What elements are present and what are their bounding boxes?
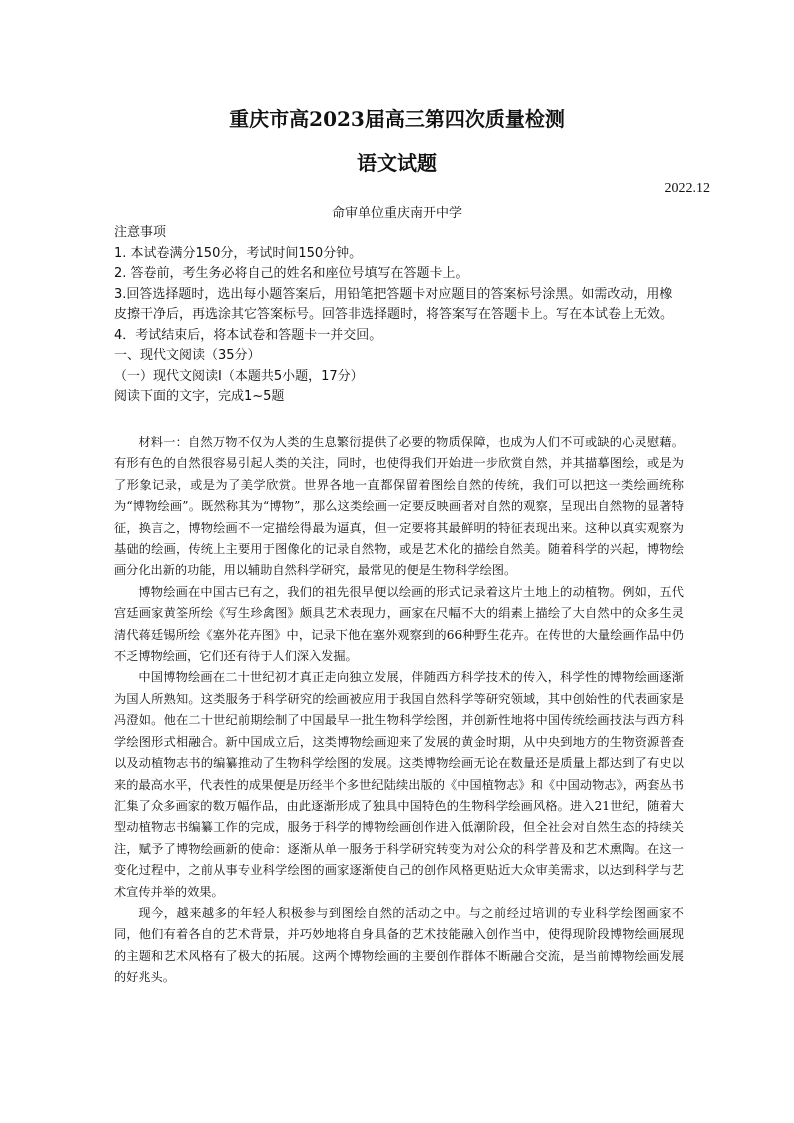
subsection-heading: （一）现代文阅读Ⅰ（本题共5小题，17分） [114,368,364,384]
instructions-block [114,223,684,408]
reading-instruction: 阅读下面的文字，完成1~5题 [114,389,285,404]
exam-title: 重庆市高2023届高三第四次质量检测 [229,107,565,131]
passage-paragraph: 中国博物绘画在二十世纪初才真正走向独立发展，伴随西方科学技术的传入，科学性的博物绘画逐渐为国人所熟知。这类服务于科学研究的绘画被应用于我国自然科学等研究领域，其中创始性的代表画家是冯澄如。他在二十世纪前期绘制了中国最早一批生物科学绘图，并创新性地将中国传统绘画技法与西方科学绘图形式相融合。新中国成立后，这类博物绘画迎来了发展的黄金时期，从中央到地方的生物资源普查以及动植物志书的编纂推动了生物科学绘图的发展。这类博物绘画无论在数量还是质量上都达到了有史以来的最高水平，代表性的成果便是历经半个多世纪陆续出版的《中国植物志》和《中国动物志》，两套丛书汇集了众多画家的数万幅作品，由此逐渐形成了独具中国特色的生物科学绘画风格。进入21世纪，随着大型动植物志书编纂工作的完成，服务于科学的博物绘画创作进入低潮阶段，但全社会对自然生态的持续关注，赋予了博物绘画新的使命：逐渐从单一服务于科学研究转变为对公众的科学普及和艺术熏陶。在这一变化过程中，之前从事专业科学绘图的画家逐渐使自己的创作风格更贴近大众审美需求，以达到科学与艺术宣传并举的效果。 [114,670,684,899]
notice-item: 1. 本试卷满分150分，考试时间150分钟。 [114,245,363,261]
reading-passage [114,432,684,989]
passage-paragraph: 现今，越来越多的年轻人积极参与到图绘自然的活动之中。与之前经过培训的专业科学绘图画家不同，他们有着各自的艺术背景，并巧妙地将自身具备的艺术技能融入创作当中，使得现阶段博物绘画展现的主题和艺术风格有了极大的拓展。这两个博物绘画的主要创作群体不断融合交流，是当前博物绘画发展的好兆头。 [114,905,684,985]
exam-date: 2022.12 [664,181,710,196]
setter-unit: 命审单位重庆南开中学 [331,206,462,221]
notice-heading: 注意事项 [114,225,167,240]
passage-paragraph: 材料一：自然万物不仅为人类的生息繁衍提供了必要的物质保障，也成为人们不可或缺的心灵慰藉。有形有色的自然很容易引起人类的关注，同时，也使得我们开始进一步欣赏自然，并其描摹图绘，或是为了形象记录，或是为了美学欣赏。世界各地一直都保留着图绘自然的传统，我们可以把这一类绘画统称为“博物绘画”。既然称其为“博物”，那么这类绘画一定要反映画者对自然的观察，呈现出自然物的显著特征，换言之，博物绘画不一定描绘得最为逼真，但一定要将其最鲜明的特征表现出来。这种以真实观察为基础的绘画，传统上主要用于图像化的记录自然物，或是艺术化的描绘自然美。随着科学的兴起，博物绘画分化出新的功能，用以辅助自然科学研究，最常见的便是生物科学绘图。 [114,435,684,578]
notice-item: 4．考试结束后，将本试卷和答题卡一并交回。 [114,327,383,343]
section-heading: 一、现代文阅读（35分） [114,348,261,363]
notice-item: 2. 答卷前，考生务必将自己的姓名和座位号填写在答题卡上。 [114,266,469,281]
passage-paragraph: 博物绘画在中国古已有之，我们的祖先很早便以绘画的形式记录着这片土地上的动植物。例如，五代宫廷画家黄筌所绘《写生珍禽图》颇具艺术表现力，画家在尺幅不大的绢素上描绘了大自然中的众多生灵清代蒋廷锡所绘《塞外花卉图》中，记录下他在塞外观察到的66种野生花卉。在传世的大量绘画作品中仍不乏博物绘画，它们还有待于人们深入发掘。 [114,584,684,664]
notice-item: 3.回答选择题时，选出每小题答案后，用铅笔把答题卡对应题目的答案标号涂黑。如需改动，用橡皮擦干净后，再选涂其它答案标号。回答非选择题时，将答案写在答题卡上。写在本试卷上无效。 [114,286,674,322]
subject-title: 语文试题 [357,151,437,175]
